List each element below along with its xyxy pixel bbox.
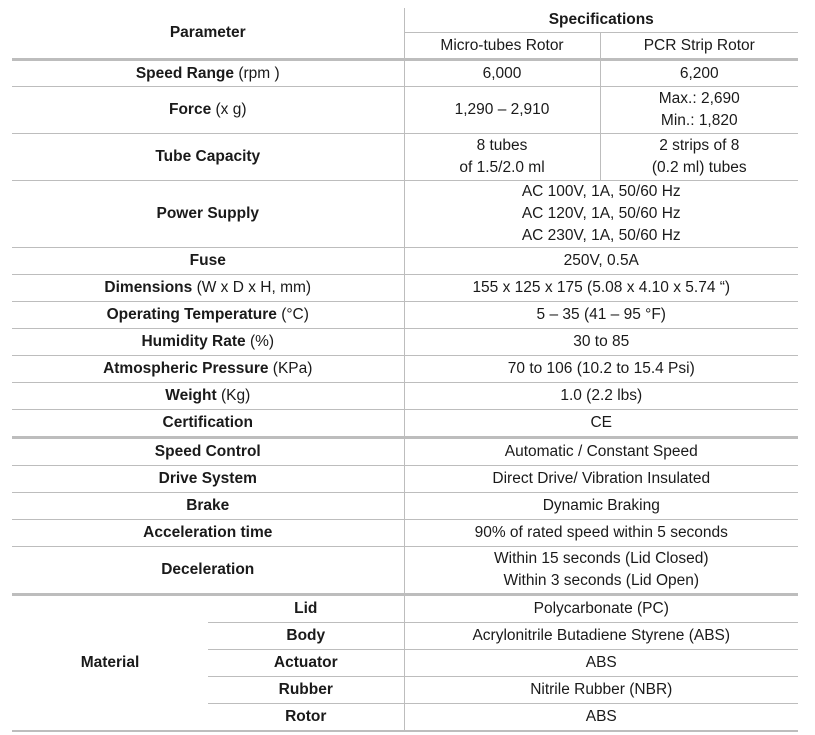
row-atmospheric-pressure — [12, 356, 798, 383]
atmospheric-pressure-unit: (KPa) — [272, 360, 313, 377]
fuse-value: 250V, 0.5A — [404, 248, 798, 275]
force-pcr-max: Max.: 2,690 — [658, 90, 740, 107]
force-label — [12, 87, 404, 134]
speed-control-label: Speed Control — [12, 438, 404, 466]
row-dimensions — [12, 275, 798, 302]
material-value-rotor: ABS — [404, 704, 798, 732]
humidity-rate-label-text: Humidity Rate — [141, 333, 246, 350]
speed-range-micro: 6,000 — [404, 60, 600, 87]
drive-system-label: Drive System — [12, 466, 404, 493]
certification-value: CE — [404, 410, 798, 438]
power-supply-line1: AC 100V, 1A, 50/60 Hz — [521, 183, 681, 200]
force-pcr-min: Min.: 1,820 — [660, 112, 738, 129]
humidity-rate-unit: (%) — [249, 333, 275, 350]
tube-capacity-micro-line2: of 1.5/2.0 ml — [459, 159, 545, 176]
operating-temperature-label — [12, 302, 404, 329]
power-supply-value — [404, 181, 798, 248]
tube-capacity-pcr-line2: (0.2 ml) tubes — [651, 159, 747, 176]
weight-label — [12, 383, 404, 410]
acceleration-time-value: 90% of rated speed within 5 seconds — [404, 520, 798, 547]
material-part-rotor: Rotor — [208, 704, 404, 732]
tube-capacity-pcr — [600, 134, 798, 181]
power-supply-label: Power Supply — [12, 181, 404, 248]
tube-capacity-micro — [404, 134, 600, 181]
material-part-actuator: Actuator — [208, 650, 404, 677]
row-acceleration-time — [12, 520, 798, 547]
power-supply-line3: AC 230V, 1A, 50/60 Hz — [521, 227, 681, 244]
speed-range-label-text: Speed Range — [135, 64, 235, 82]
fuse-label: Fuse — [12, 248, 404, 275]
speed-range-label — [12, 60, 404, 87]
material-part-body: Body — [208, 623, 404, 650]
humidity-rate-label — [12, 329, 404, 356]
dimensions-unit: (W x D x H, mm) — [196, 279, 312, 296]
header-micro-tubes-rotor: Micro-tubes Rotor — [404, 33, 600, 60]
drive-system-value: Direct Drive/ Vibration Insulated — [404, 466, 798, 493]
dimensions-value: 155 x 125 x 175 (5.08 x 4.10 x 5.74 “) — [404, 275, 798, 302]
row-weight — [12, 383, 798, 410]
force-pcr — [600, 87, 798, 134]
atmospheric-pressure-label — [12, 356, 404, 383]
dimensions-label-text: Dimensions — [104, 279, 193, 296]
row-power-supply — [12, 181, 798, 248]
header-pcr-strip-rotor: PCR Strip Rotor — [600, 33, 798, 60]
atmospheric-pressure-value: 70 to 106 (10.2 to 15.4 Psi) — [404, 356, 798, 383]
header-parameter: Parameter — [169, 24, 246, 41]
material-value-rubber: Nitrile Rubber (NBR) — [404, 677, 798, 704]
acceleration-time-label: Acceleration time — [12, 520, 404, 547]
row-certification — [12, 410, 798, 438]
row-speed-range — [12, 60, 798, 87]
deceleration-line1: Within 15 seconds (Lid Closed) — [494, 550, 709, 567]
row-humidity-rate — [12, 329, 798, 356]
specifications-table — [12, 8, 798, 732]
brake-value: Dynamic Braking — [404, 493, 798, 520]
speed-range-unit: (rpm ) — [238, 64, 280, 82]
atmospheric-pressure-label-text: Atmospheric Pressure — [103, 360, 269, 377]
force-unit: (x g) — [215, 101, 247, 118]
power-supply-line2: AC 120V, 1A, 50/60 Hz — [521, 205, 681, 222]
material-part-lid: Lid — [208, 595, 404, 623]
header-specifications: Specifications — [404, 8, 798, 33]
tube-capacity-pcr-line1: 2 strips of 8 — [659, 137, 740, 154]
row-material-lid — [12, 595, 798, 623]
brake-label: Brake — [12, 493, 404, 520]
row-fuse — [12, 248, 798, 275]
operating-temperature-label-text: Operating Temperature — [106, 306, 277, 323]
deceleration-value — [404, 547, 798, 595]
row-drive-system — [12, 466, 798, 493]
humidity-rate-value: 30 to 85 — [404, 329, 798, 356]
deceleration-label: Deceleration — [12, 547, 404, 595]
row-tube-capacity — [12, 134, 798, 181]
row-brake — [12, 493, 798, 520]
row-force — [12, 87, 798, 134]
material-value-actuator: ABS — [404, 650, 798, 677]
force-label-text: Force — [168, 101, 212, 118]
row-operating-temperature — [12, 302, 798, 329]
weight-value: 1.0 (2.2 lbs) — [404, 383, 798, 410]
tube-capacity-micro-line1: 8 tubes — [476, 137, 528, 154]
row-speed-control — [12, 438, 798, 466]
operating-temperature-value: 5 – 35 (41 – 95 °F) — [404, 302, 798, 329]
speed-control-value: Automatic / Constant Speed — [404, 438, 798, 466]
row-deceleration — [12, 547, 798, 595]
dimensions-label — [12, 275, 404, 302]
material-value-lid: Polycarbonate (PC) — [404, 595, 798, 623]
weight-unit: (Kg) — [220, 387, 251, 404]
material-label: Material — [12, 595, 208, 732]
material-value-body: Acrylonitrile Butadiene Styrene (ABS) — [404, 623, 798, 650]
certification-label: Certification — [12, 410, 404, 438]
force-micro: 1,290 – 2,910 — [404, 87, 600, 134]
tube-capacity-label: Tube Capacity — [12, 134, 404, 181]
deceleration-line2: Within 3 seconds (Lid Open) — [503, 572, 700, 589]
operating-temperature-unit: (°C) — [281, 306, 309, 323]
weight-label-text: Weight — [165, 387, 217, 404]
speed-range-pcr: 6,200 — [600, 60, 798, 87]
material-part-rubber: Rubber — [208, 677, 404, 704]
